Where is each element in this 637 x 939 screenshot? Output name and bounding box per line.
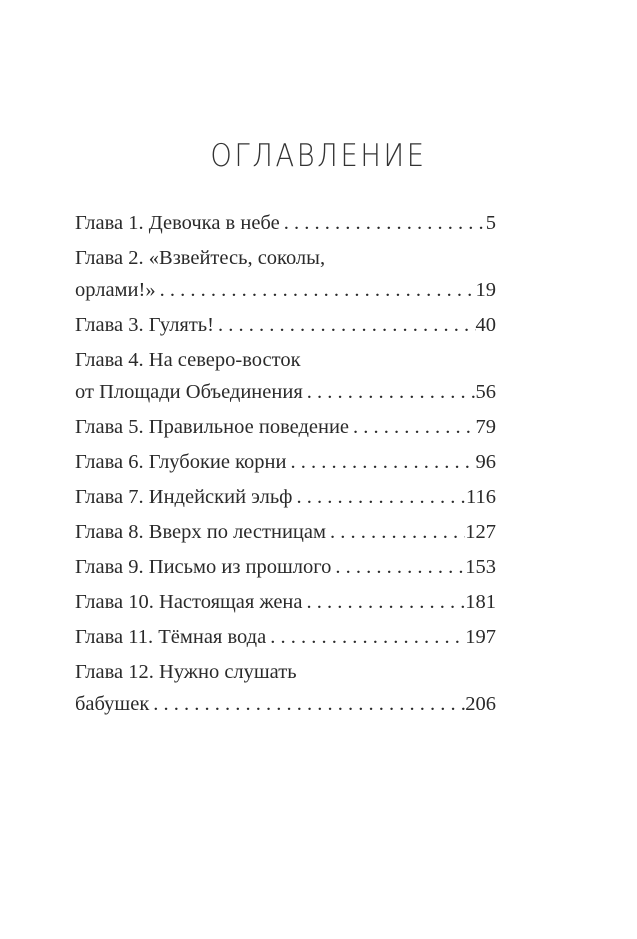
toc-entry-line bbox=[75, 411, 496, 443]
toc-entry bbox=[75, 481, 496, 513]
chapter-title: Глава 1. Девочка в небе bbox=[75, 212, 280, 234]
chapter-title: Глава 6. Глубокие корни bbox=[75, 451, 287, 473]
toc-entry-line bbox=[75, 207, 496, 239]
chapter-title: бабушек bbox=[75, 693, 150, 715]
chapter-title: Глава 12. Нужно слушать bbox=[75, 661, 297, 683]
dot-leader bbox=[326, 516, 465, 548]
toc-entry-line bbox=[75, 688, 496, 720]
toc-entry-line bbox=[75, 446, 496, 478]
chapter-title: Глава 8. Вверх по лестницам bbox=[75, 521, 326, 543]
chapter-title: Глава 9. Письмо из прошлого bbox=[75, 556, 332, 578]
page-title: ОГЛАВЛЕНИЕ bbox=[210, 138, 427, 174]
page-number: 206 bbox=[465, 693, 496, 715]
chapter-title: Глава 5. Правильное поведение bbox=[75, 416, 350, 438]
page-number: 127 bbox=[465, 521, 496, 543]
toc-entry bbox=[75, 207, 496, 239]
toc-entry-line bbox=[75, 376, 496, 408]
dot-leader bbox=[303, 376, 476, 408]
chapter-title: Глава 10. Настоящая жена bbox=[75, 591, 303, 613]
toc-entry bbox=[75, 551, 496, 583]
toc-entry-line bbox=[75, 274, 496, 306]
toc-entry bbox=[75, 411, 496, 443]
page-number: 153 bbox=[465, 556, 496, 578]
dot-leader bbox=[331, 551, 465, 583]
page-number: 116 bbox=[466, 486, 496, 508]
page-number: 181 bbox=[465, 591, 496, 613]
toc-entry bbox=[75, 586, 496, 618]
page-number: 56 bbox=[475, 381, 496, 403]
toc-entry bbox=[75, 656, 496, 720]
dot-leader bbox=[303, 586, 466, 618]
dot-leader bbox=[287, 446, 476, 478]
toc-entry bbox=[75, 309, 496, 341]
toc-entry-line bbox=[75, 656, 496, 688]
dot-leader bbox=[292, 481, 466, 513]
dot-leader bbox=[149, 688, 465, 720]
page-number: 5 bbox=[485, 212, 496, 234]
chapter-title: от Площади Объединения bbox=[75, 381, 303, 403]
chapter-title: Глава 3. Гулять! bbox=[75, 314, 214, 336]
dot-leader bbox=[280, 207, 486, 239]
toc-entry bbox=[75, 446, 496, 478]
toc-entry-line bbox=[75, 551, 496, 583]
toc-entry bbox=[75, 621, 496, 653]
chapter-title: орлами!» bbox=[75, 279, 156, 301]
toc-entry-line bbox=[75, 344, 496, 376]
page-number: 19 bbox=[475, 279, 496, 301]
page-number: 197 bbox=[465, 626, 496, 648]
page-number: 96 bbox=[475, 451, 496, 473]
page-number: 40 bbox=[475, 314, 496, 336]
toc-entry-line bbox=[75, 516, 496, 548]
toc-entry bbox=[75, 516, 496, 548]
toc-entry-line bbox=[75, 309, 496, 341]
chapter-title: Глава 11. Тёмная вода bbox=[75, 626, 267, 648]
chapter-title: Глава 2. «Взвейтесь, соколы, bbox=[75, 247, 326, 269]
page-number: 79 bbox=[475, 416, 496, 438]
dot-leader bbox=[156, 274, 476, 306]
toc-entry bbox=[75, 242, 496, 306]
table-of-contents bbox=[75, 207, 496, 723]
toc-entry-line bbox=[75, 481, 496, 513]
toc-entry bbox=[75, 344, 496, 408]
dot-leader bbox=[266, 621, 465, 653]
dot-leader bbox=[214, 309, 476, 341]
chapter-title: Глава 7. Индейский эльф bbox=[75, 486, 293, 508]
toc-entry-line bbox=[75, 586, 496, 618]
dot-leader bbox=[349, 411, 475, 443]
toc-entry-line bbox=[75, 621, 496, 653]
toc-entry-line bbox=[75, 242, 496, 274]
chapter-title: Глава 4. На северо-восток bbox=[75, 349, 301, 371]
